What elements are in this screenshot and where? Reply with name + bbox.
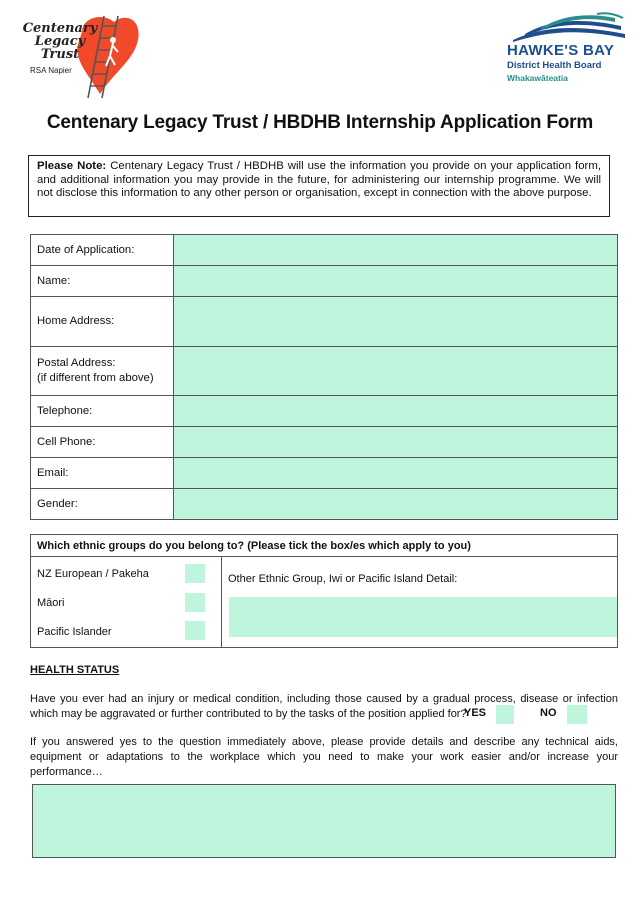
centenary-legacy-trust-logo xyxy=(18,10,148,100)
cell-phone-label: Cell Phone: xyxy=(31,427,174,458)
ethnic-heading: Which ethnic groups do you belong to? (Please tick the box/es which apply to you) xyxy=(31,535,617,557)
hbdhb-subtitle: District Health Board xyxy=(507,60,602,71)
name-label: Name: xyxy=(31,266,174,297)
ethnic-option-nz-european: NZ European / Pakeha xyxy=(37,568,149,580)
postal-address-line2: (if different from above) xyxy=(37,372,154,384)
clt-line1: Centenary xyxy=(22,21,98,36)
note-label: Please Note: xyxy=(37,160,107,172)
health-question-1: Have you ever had an injury or medical condition, including those caused by a gradual process, disease or infection which may be aggravated or further contributed to by the tasks of the position applied for? xyxy=(30,693,618,720)
no-label: NO xyxy=(540,707,557,719)
performance-details-field[interactable] xyxy=(32,784,616,858)
other-ethnic-field[interactable] xyxy=(229,597,617,637)
email-label: Email: xyxy=(31,458,174,489)
clt-subtitle: RSA Napier xyxy=(30,66,72,75)
home-address-label: Home Address: xyxy=(31,297,174,347)
cell-phone-field[interactable] xyxy=(174,427,618,458)
hbdhb-logo xyxy=(505,12,630,87)
hbdhb-subtitle-maori: Whakawāteatia xyxy=(507,73,568,83)
postal-address-field[interactable] xyxy=(174,347,618,396)
note-text: Centenary Legacy Trust / HBDHB will use the information you provide on your application form, and additional information you may provide in the future, for administering our internship programme. We will not disclose this information to any other person or organisation, except in connection with the above purpose. xyxy=(37,160,601,199)
yes-checkbox[interactable] xyxy=(496,705,514,724)
page-title: Centenary Legacy Trust / HBDHB Internship Application Form xyxy=(46,112,594,133)
date-field[interactable] xyxy=(174,235,618,266)
home-address-field[interactable] xyxy=(174,297,618,347)
gender-field[interactable] xyxy=(174,489,618,520)
ethnic-option-pacific-islander: Pacific Islander xyxy=(37,626,112,638)
telephone-field[interactable] xyxy=(174,396,618,427)
wave-icon xyxy=(505,12,630,44)
clt-line2: Legacy xyxy=(34,34,86,49)
name-field[interactable] xyxy=(174,266,618,297)
postal-address-line1: Postal Address: xyxy=(37,357,116,369)
ethnic-divider xyxy=(221,557,222,648)
clt-line3: Trust xyxy=(40,47,80,62)
ethnic-checkbox-nz-european[interactable] xyxy=(185,564,205,583)
note-box xyxy=(28,155,610,217)
hbdhb-title: HAWKE'S BAY xyxy=(507,42,615,59)
personal-details-table xyxy=(30,234,618,520)
other-ethnic-label: Other Ethnic Group, Iwi or Pacific Island Detail: xyxy=(228,573,458,585)
health-status-title: HEALTH STATUS xyxy=(30,664,120,676)
yes-label: YES xyxy=(464,707,487,719)
gender-label: Gender: xyxy=(31,489,174,520)
ethnic-checkbox-maori[interactable] xyxy=(185,593,205,612)
ethnic-group-section xyxy=(30,534,618,648)
date-label: Date of Application: xyxy=(31,235,174,266)
health-question-2: If you answered yes to the question immediately above, please provide details and describe any technical aids, equipment or adaptations to the workplace which you need to make your work easier and/or increase your performance… xyxy=(30,736,618,778)
telephone-label: Telephone: xyxy=(31,396,174,427)
ethnic-option-maori: Māori xyxy=(37,597,65,609)
postal-address-label xyxy=(31,347,174,396)
ethnic-checkbox-pacific-islander[interactable] xyxy=(185,621,205,640)
no-checkbox[interactable] xyxy=(567,705,587,724)
email-field[interactable] xyxy=(174,458,618,489)
